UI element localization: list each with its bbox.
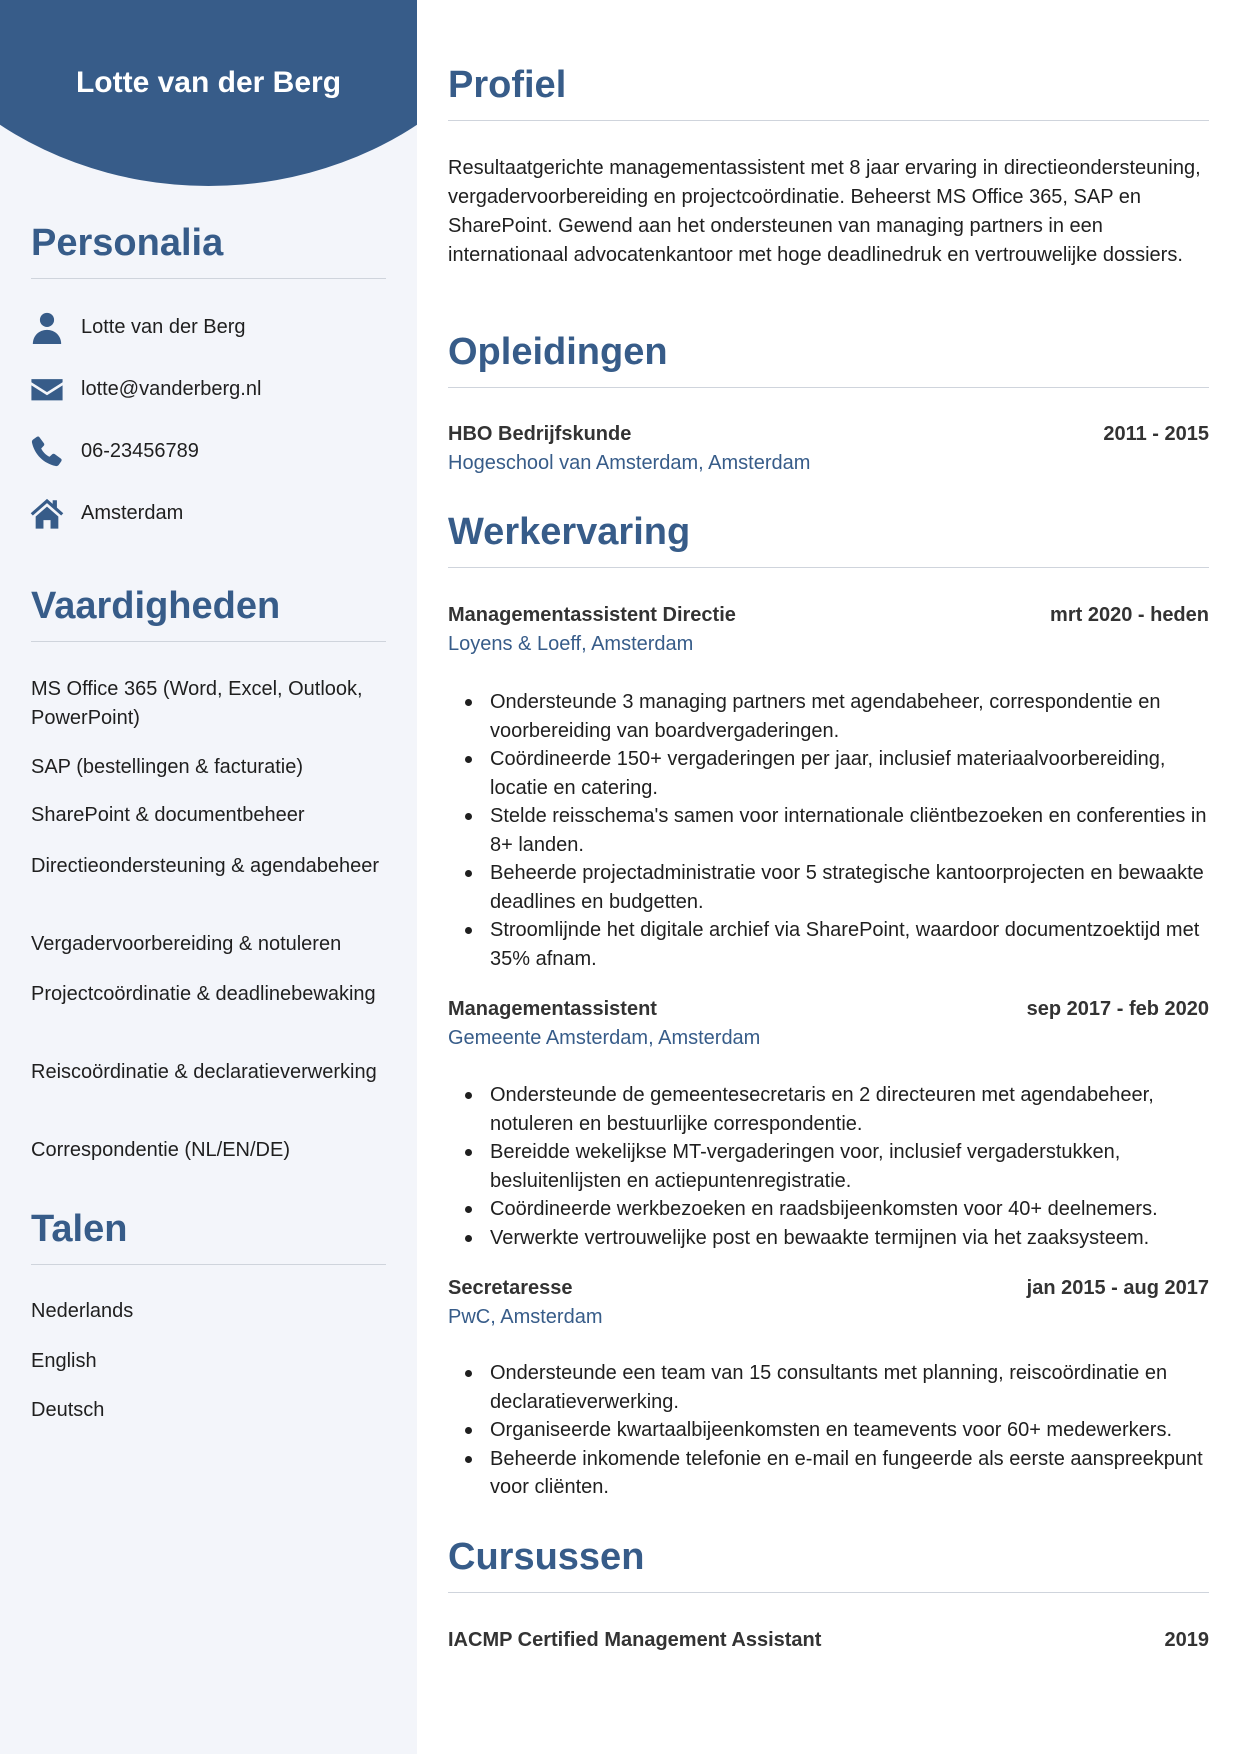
job-bullets <box>448 1081 1209 1252</box>
header-name: Lotte van der Berg <box>75 66 342 99</box>
skill-item: Correspondentie (NL/EN/DE) <box>31 1139 290 1161</box>
profile-title: Profiel <box>448 66 1209 121</box>
home-icon <box>29 495 65 531</box>
skill-item: Directieondersteuning & agendabeheer <box>31 855 380 877</box>
education-institution: Hogeschool van Amsterdam, Amsterdam <box>448 452 811 474</box>
job-company: Loyens & Loeff, Amsterdam <box>448 633 694 655</box>
course-year: 2019 <box>1164 1629 1209 1651</box>
job-role: Managementassistent Directie <box>448 604 736 626</box>
job-bullet: Verwerkte vertrouwelijke post en bewaakte termijnen via het zaaksysteem. <box>448 1224 1209 1253</box>
skill-item: Projectcoördinatie & deadlinebewaking <box>31 983 376 1005</box>
job-bullet: Beheerde projectadministratie voor 5 strategische kantoorprojecten en bewaakte deadlines en budgetten. <box>448 859 1209 916</box>
contact-city: Amsterdam <box>81 501 184 524</box>
courses-title: Cursussen <box>448 1538 1209 1593</box>
contact-city-row <box>29 495 183 531</box>
language-item: English <box>31 1350 97 1372</box>
contact-email-row <box>29 371 261 407</box>
job-bullets <box>448 688 1209 973</box>
job-bullet: Coördineerde werkbezoeken en raadsbijeenkomsten voor 40+ deelnemers. <box>448 1195 1209 1224</box>
contact-phone[interactable]: 06-23456789 <box>81 439 199 462</box>
job-bullet: Beheerde inkomende telefonie en e-mail en fungeerde als eerste aanspreekpunt voor cliënten. <box>448 1445 1209 1502</box>
user-icon <box>29 309 65 345</box>
envelope-icon <box>29 371 65 407</box>
job-bullet: Ondersteunde een team van 15 consultants met planning, reiscoördinatie en declaratieverwerking. <box>448 1359 1209 1416</box>
personalia-title: Personalia <box>31 224 386 279</box>
skill-item: MS Office 365 (Word, Excel, Outlook, PowerPoint) <box>31 678 363 729</box>
job-bullet: Ondersteunde 3 managing partners met agendabeheer, correspondentie en voorbereiding van boardvergaderingen. <box>448 688 1209 745</box>
job-period: jan 2015 - aug 2017 <box>1026 1277 1209 1299</box>
job-header <box>448 1277 1209 1300</box>
skills-title: Vaardigheden <box>31 587 386 642</box>
course-name: IACMP Certified Management Assistant <box>448 1629 822 1651</box>
contact-email[interactable]: lotte@vanderberg.nl <box>81 377 262 400</box>
job-role: Secretaresse <box>448 1277 573 1299</box>
job-period: sep 2017 - feb 2020 <box>1026 998 1209 1020</box>
job-bullet: Bereidde wekelijkse MT-vergaderingen voor, inclusief vergaderstukken, besluitenlijsten en actiepuntenregistratie. <box>448 1138 1209 1195</box>
contact-phone-row <box>29 433 199 469</box>
job-bullet: Stelde reisschema's samen voor internationale cliëntbezoeken en conferenties in 8+ landen. <box>448 802 1209 859</box>
education-entry-header <box>448 423 1209 446</box>
course-entry <box>448 1629 1209 1652</box>
job-bullet: Organiseerde kwartaalbijeenkomsten en teamevents voor 60+ medewerkers. <box>448 1416 1209 1445</box>
languages-title: Talen <box>31 1210 386 1265</box>
job-bullet: Ondersteunde de gemeentesecretaris en 2 directeuren met agendabeheer, notuleren en bestuurlijke correspondentie. <box>448 1081 1209 1138</box>
phone-icon <box>29 433 65 469</box>
skill-item: Vergadervoorbereiding & notuleren <box>31 933 342 955</box>
job-role: Managementassistent <box>448 998 657 1020</box>
skill-item: SAP (bestellingen & facturatie) <box>31 756 304 778</box>
job-bullet: Coördineerde 150+ vergaderingen per jaar, inclusief materiaalvoorbereiding, locatie en catering. <box>448 745 1209 802</box>
main-content <box>448 0 1208 1754</box>
job-header <box>448 604 1209 627</box>
education-degree: HBO Bedrijfskunde <box>448 423 632 445</box>
experience-title: Werkervaring <box>448 513 1209 568</box>
job-bullets <box>448 1359 1209 1502</box>
education-period: 2011 - 2015 <box>1103 423 1209 445</box>
contact-name-row <box>29 309 246 345</box>
job-header <box>448 998 1209 1021</box>
contact-name: Lotte van der Berg <box>81 315 246 338</box>
job-company: PwC, Amsterdam <box>448 1306 603 1328</box>
job-bullet: Stroomlijnde het digitale archief via SharePoint, waardoor documentzoektijd met 35% afnam. <box>448 916 1209 973</box>
sidebar <box>0 0 417 1754</box>
skill-item: Reiscoördinatie & declaratieverwerking <box>31 1061 377 1083</box>
language-item: Nederlands <box>31 1300 134 1322</box>
skill-item: SharePoint & documentbeheer <box>31 804 305 826</box>
job-company: Gemeente Amsterdam, Amsterdam <box>448 1027 761 1049</box>
job-period: mrt 2020 - heden <box>1050 604 1209 626</box>
education-title: Opleidingen <box>448 333 1209 388</box>
language-item: Deutsch <box>31 1399 105 1421</box>
profile-text: Resultaatgerichte managementassistent met 8 jaar ervaring in directieondersteuning, vergadervoorbereiding en projectcoördinatie. Beheerst MS Office 365, SAP en SharePoint. Gewend aan het ondersteunen van managing partners in een internationaal advocatenkantoor met hoge deadlinedruk en vertrouwelijke dossiers. <box>448 157 1201 266</box>
